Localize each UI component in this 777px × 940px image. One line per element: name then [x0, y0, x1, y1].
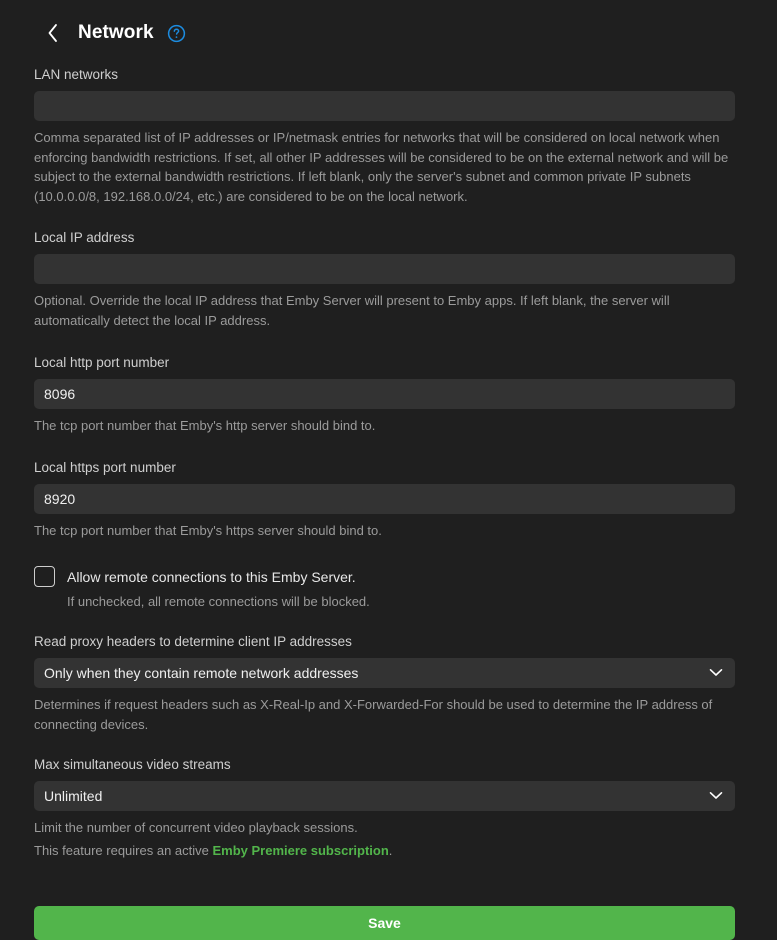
- page-header: [0, 0, 777, 66]
- emby-premiere-link[interactable]: Emby Premiere subscription: [212, 842, 389, 858]
- lan-networks-help: Comma separated list of IP addresses or IP/netmask entries for networks that will be considered on local network when enforcing bandwidth restrictions. If set, all other IP addresses will be considered to be on the external network and will be subject to the external bandwidth restrictions. If left blank, only the server's subnet and common private IP subnets (10.0.0.0/8, 192.168.0.0/24, etc.) are considered to be on the local network.: [34, 130, 729, 204]
- lan-networks-input[interactable]: [34, 91, 735, 121]
- field-local-ip-address: [34, 229, 735, 330]
- local-http-port-input[interactable]: [34, 379, 735, 409]
- field-max-video-streams: [34, 756, 735, 860]
- local-https-port-help: The tcp port number that Emby's https server should bind to.: [34, 522, 382, 538]
- local-https-port-input[interactable]: [34, 484, 735, 514]
- allow-remote-checkbox[interactable]: [34, 566, 55, 587]
- premiere-prefix: This feature requires an active: [34, 842, 213, 858]
- local-http-port-label: Local http port number: [34, 355, 170, 370]
- allow-remote-label: Allow remote connections to this Emby Server.: [67, 568, 356, 585]
- chevron-left-icon: [45, 22, 61, 44]
- allow-remote-help: If unchecked, all remote connections will be blocked.: [67, 594, 370, 609]
- proxy-headers-label: Read proxy headers to determine client IP addresses: [34, 634, 352, 649]
- field-local-https-port: [34, 459, 735, 541]
- local-ip-address-help: Optional. Override the local IP address that Emby Server will present to Emby apps. If left blank, the server will automatically detect the local IP address.: [34, 293, 670, 328]
- max-streams-help: Limit the number of concurrent video playback sessions.: [34, 820, 358, 835]
- premiere-suffix: .: [388, 842, 393, 858]
- proxy-headers-select-wrapper: [34, 658, 735, 688]
- local-https-port-label: Local https port number: [34, 459, 176, 475]
- local-ip-address-label: Local IP address: [34, 230, 135, 245]
- save-button-container: [0, 906, 777, 940]
- proxy-headers-select[interactable]: Only when they contain remote network addresses: [34, 658, 735, 688]
- allow-remote-checkbox-row[interactable]: [34, 566, 735, 587]
- max-streams-label: Max simultaneous video streams: [34, 757, 231, 772]
- help-circle-icon[interactable]: [167, 24, 186, 43]
- field-local-http-port: [34, 354, 735, 436]
- back-button[interactable]: [38, 18, 68, 48]
- field-allow-remote-connections: [34, 566, 735, 611]
- premiere-requirement-text: [34, 841, 735, 861]
- field-proxy-headers: [34, 633, 735, 734]
- page-title: Network: [78, 22, 154, 43]
- local-http-port-help: The tcp port number that Emby's http server should bind to.: [34, 418, 376, 433]
- settings-form: [0, 66, 777, 860]
- local-ip-address-input[interactable]: [34, 254, 735, 284]
- max-streams-select-wrapper: [34, 781, 735, 811]
- proxy-headers-help: Determines if request headers such as X-Real-Ip and X-Forwarded-For should be used to determine the IP address of connecting devices.: [34, 697, 713, 732]
- save-button[interactable]: Save: [34, 906, 735, 940]
- max-streams-select[interactable]: Unlimited: [34, 781, 735, 811]
- field-lan-networks: [34, 66, 735, 206]
- lan-networks-label: LAN networks: [34, 67, 119, 82]
